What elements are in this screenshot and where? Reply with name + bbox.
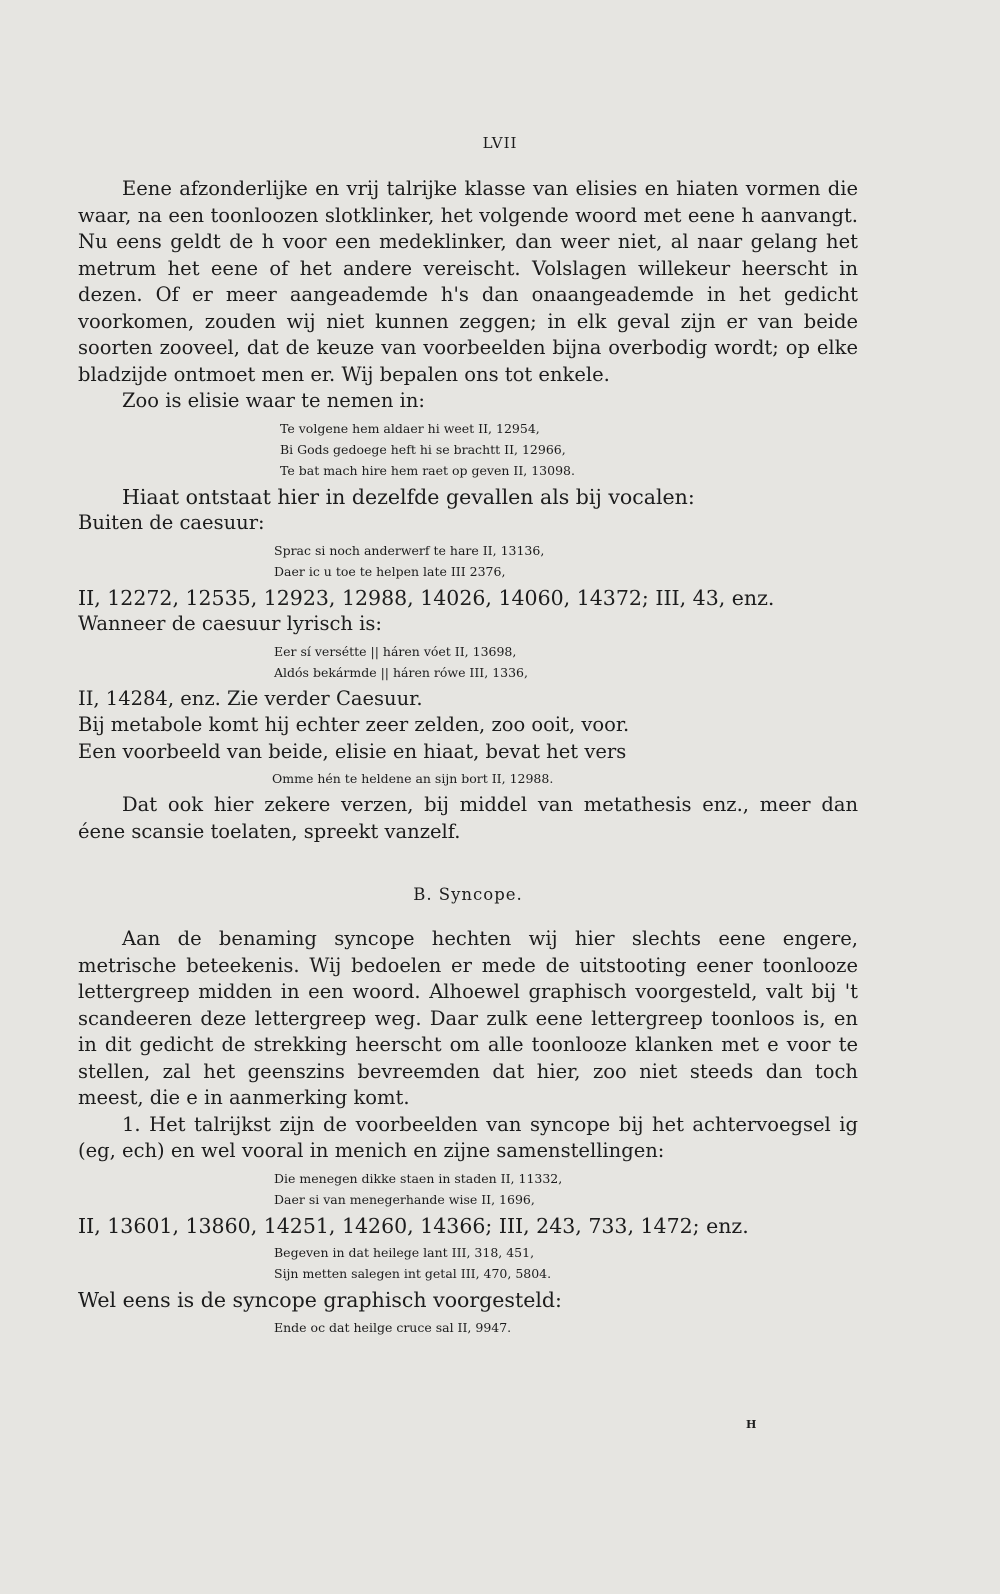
quote-block-2	[78, 540, 858, 582]
references-line-3: II, 13601, 13860, 14251, 14260, 14366; III, 243, 733, 1472; enz.	[78, 1213, 749, 1238]
section-heading: B. Syncope.	[413, 885, 523, 904]
quote-line: Te bat mach hire hem raet op geven II, 13098.	[280, 462, 575, 478]
quote-line: Daer ic u toe te helpen late III 2376,	[274, 563, 506, 579]
paragraph-syncope: Aan de benaming syncope hechten wij hier slechts eene engere, metrische beteekenis. Wij bedoelen er mede de uitstooting eener toonlooze lettergreep midden in een woord. Alhoewel graphisch voorgesteld, valt bij 't scandeeren deze lettergreep weg. Daar zulk eene lettergreep toonloos is, en in dit gedicht de strekking heerscht om alle toonlooze klanken met e voor te stellen, zal het geenszins bevreemden dat hier, zoo niet steeds dan toch meest, die e in aanmerking komt.	[78, 927, 858, 1109]
line-wanneer: Wanneer de caesuur lyrisch is:	[78, 612, 382, 635]
line-wel: Wel eens is de syncope graphisch voorgesteld:	[78, 1288, 562, 1312]
quote-line: Sprac si noch anderwerf te hare II, 13136,	[274, 542, 545, 558]
line-hiaat: Hiaat ontstaat hier in dezelfde gevallen als bij vocalen:	[122, 484, 695, 509]
quote-block-5	[78, 1168, 858, 1210]
quote-block-6	[78, 1242, 858, 1284]
quote-block-4	[78, 768, 858, 789]
quote-line: Begeven in dat heilege lant III, 318, 451,	[274, 1245, 535, 1260]
paragraph-elision: Eene afzonderlijke en vrij talrijke klasse van elisies en hiaten vormen die waar, na een toonloozen slotklinker, het volgende woord met eene h aanvangt. Nu eens geldt de h voor een medeklinker, dan weer niet, al naar gelang het metrum het eene of het andere vereischt. Volslagen willekeur heerscht in dezen. Of er meer aangeademde h's dan onaangeademde in het gedicht voorkomen, zouden wij niet kunnen zeggen; in elk geval zijn er van beide soorten zooveel, dat de keuze van voorbeelden bijna overbodig wordt; op elke bladzijde ontmoet men er. Wij bepalen ons tot enkele.	[78, 177, 858, 386]
quote-line: Sijn metten salegen int getal III, 470, 5804.	[274, 1266, 552, 1281]
line-zoo: Zoo is elisie waar te nemen in:	[122, 389, 425, 412]
line-een: Een voorbeeld van beide, elisie en hiaat, bevat het vers	[78, 739, 627, 763]
quote-block-7	[78, 1317, 858, 1338]
quote-line: Aldós bekármde || háren rówe III, 1336,	[274, 664, 528, 680]
signature-mark: H	[746, 1418, 757, 1431]
quote-line: Ende oc dat heilge cruce sal II, 9947.	[274, 1319, 512, 1335]
quote-block-1	[78, 418, 858, 481]
quote-line: Bi Gods gedoege heft hi se brachtt II, 12966,	[280, 441, 566, 457]
quote-line: Eer sí versétte || háren vóet II, 13698,	[274, 643, 517, 659]
page-number: LVII	[482, 134, 518, 152]
quote-line: Die menegen dikke staen in staden II, 11332,	[274, 1170, 563, 1186]
paragraph-1: 1. Het talrijkst zijn de voorbeelden van syncope bij het achtervoegsel ig (eg, ech) en wel vooral in menich en zijne samenstellingen:	[78, 1112, 858, 1162]
references-line-1: II, 12272, 12535, 12923, 12988, 14026, 14060, 14372; III, 43, enz.	[78, 585, 775, 610]
quote-line: Te volgene hem aldaer hi weet II, 12954,	[280, 420, 540, 436]
line-buiten: Buiten de caesuur:	[78, 511, 265, 534]
quote-block-3	[78, 641, 858, 683]
quote-line: Omme hén te heldene an sijn bort II, 12988.	[272, 771, 554, 786]
body-text	[78, 176, 858, 1341]
references-line-2: II, 14284, enz. Zie verder Caesuur.	[78, 686, 423, 710]
line-bij: Bij metabole komt hij echter zeer zelden, zoo ooit, voor.	[78, 713, 630, 736]
quote-line: Daer si van menegerhande wise II, 1696,	[274, 1191, 535, 1207]
paragraph-dat: Dat ook hier zekere verzen, bij middel van metathesis enz., meer dan éene scansie toelaten, spreekt vanzelf.	[78, 793, 858, 843]
